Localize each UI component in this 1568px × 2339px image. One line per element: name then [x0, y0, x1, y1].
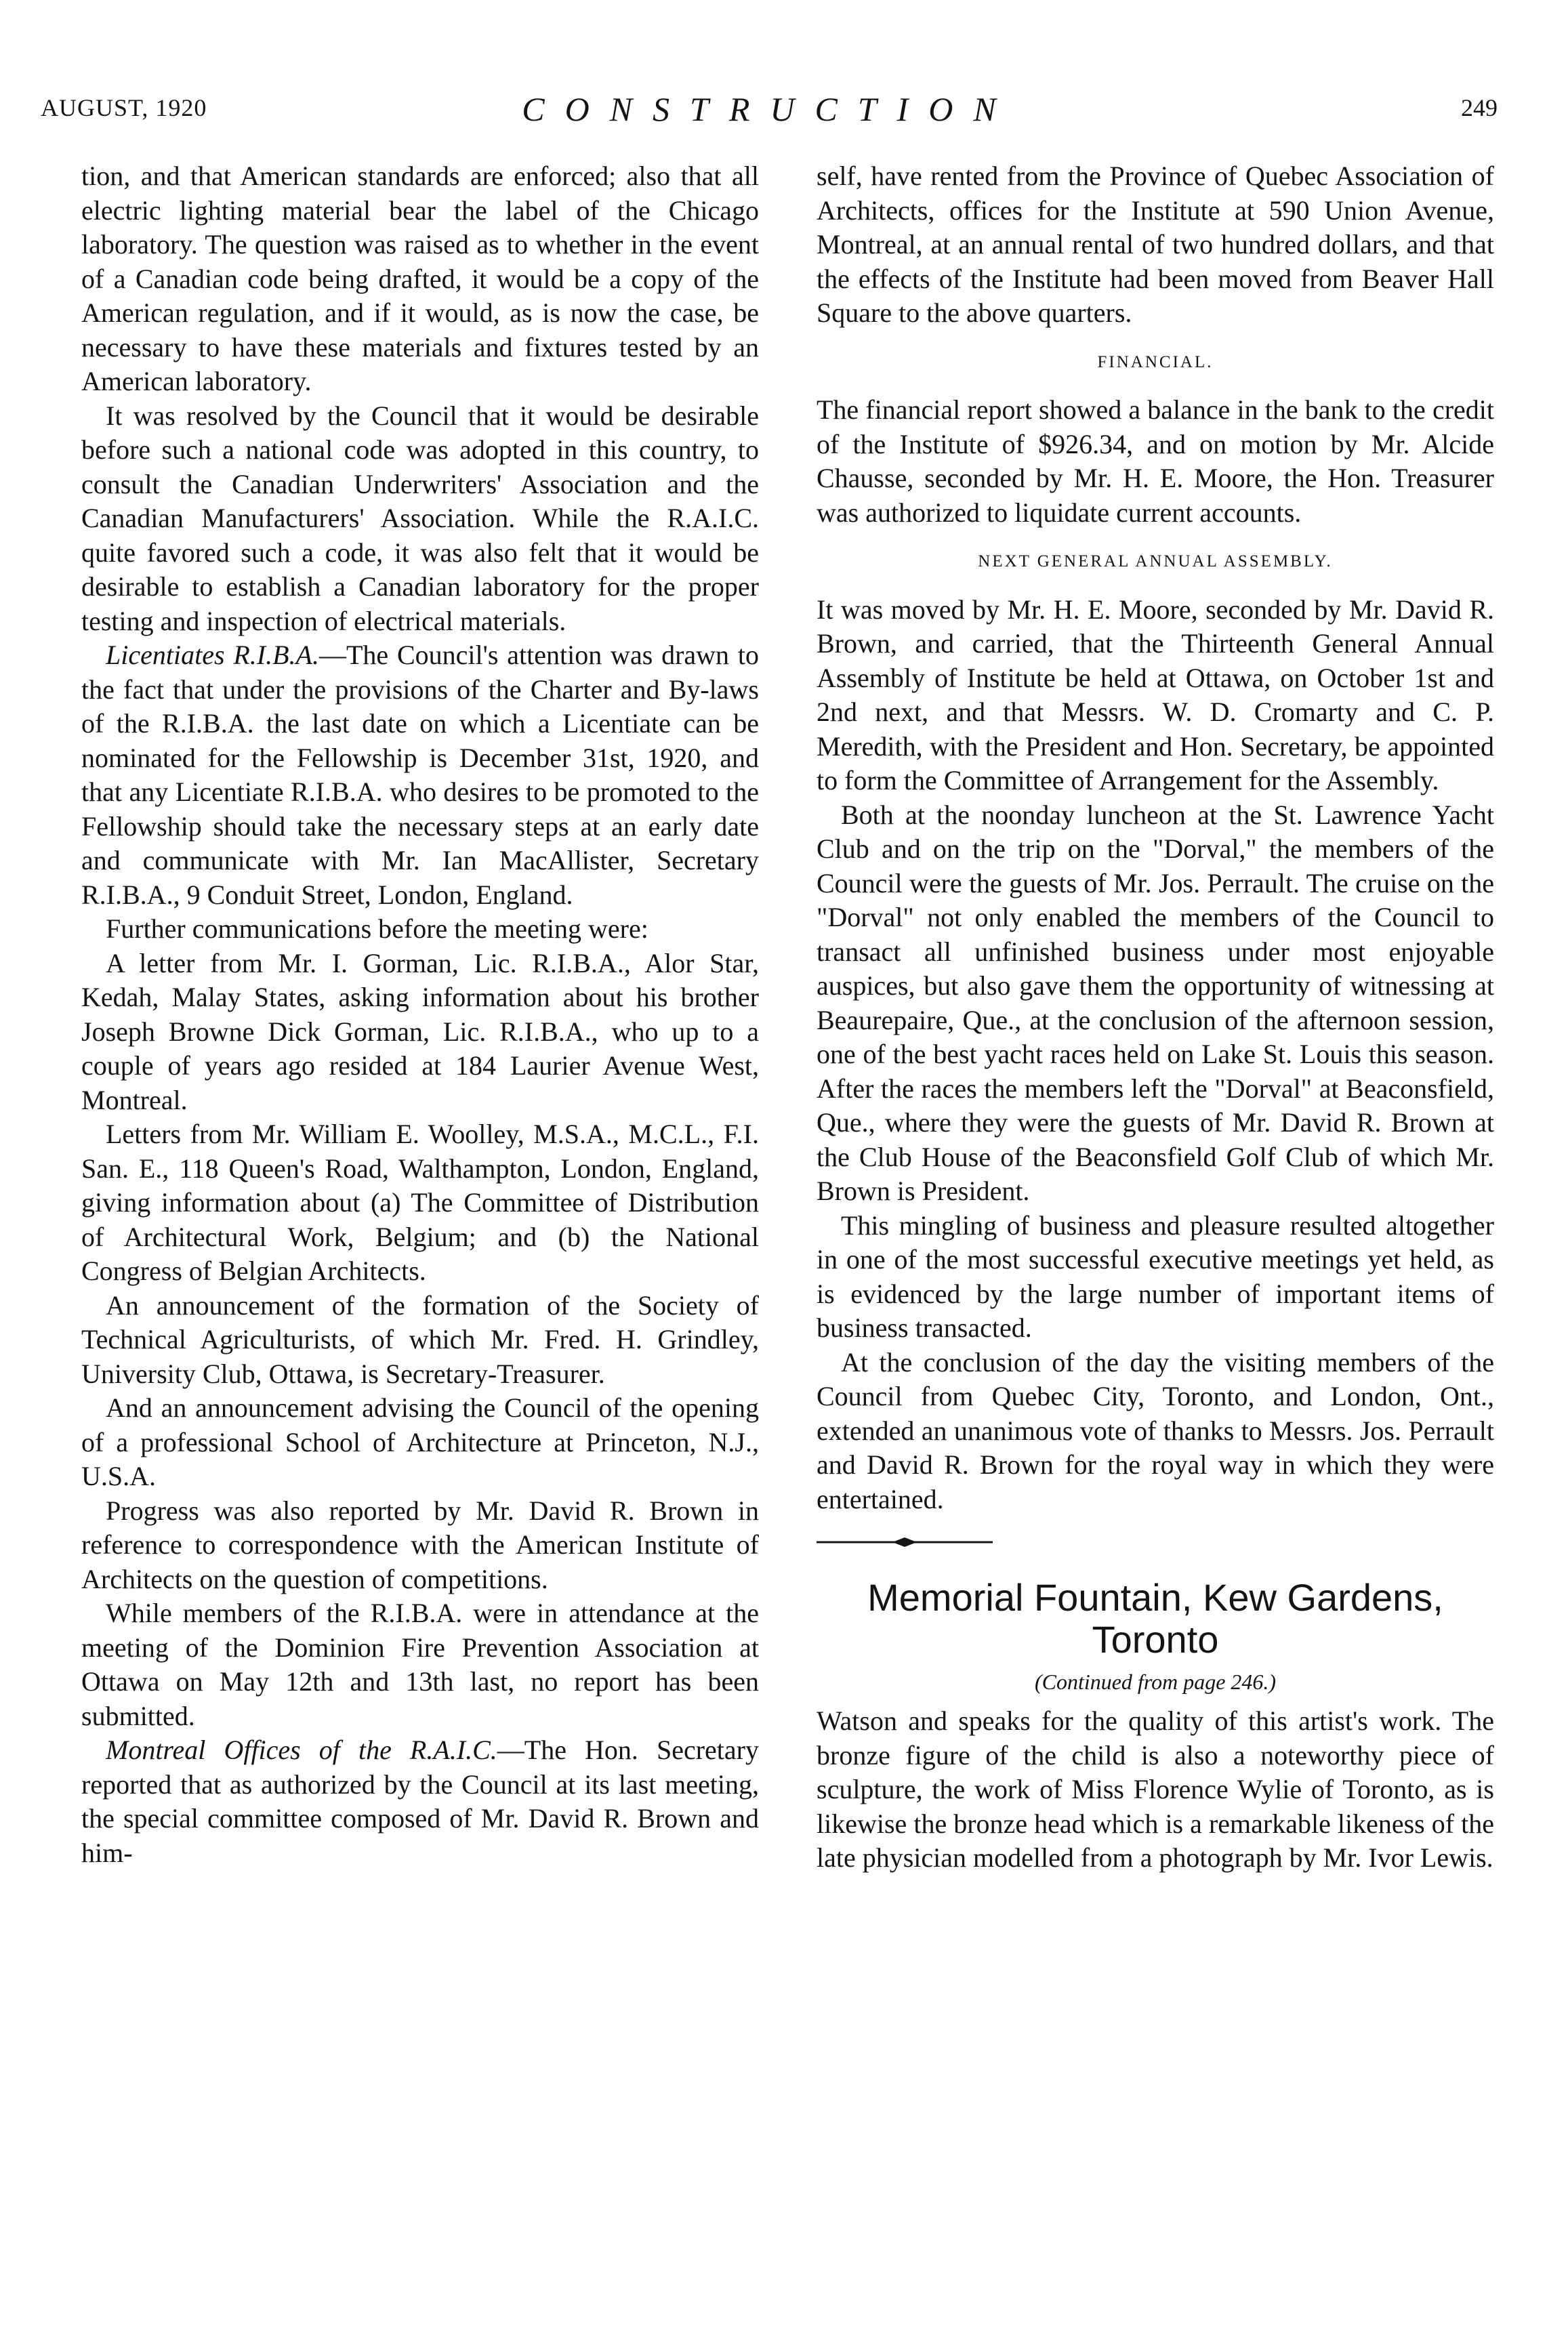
- paragraph: While members of the R.I.B.A. were in attendance at the meeting of the Dominion Fire Prevention Association at Ottawa on May 12th and 13th last, no report has been submitted.: [81, 1598, 759, 1731]
- paragraph: [81, 1733, 759, 1870]
- continuation-note: (Continued from page 246.): [1034, 1669, 1277, 1694]
- run-in-heading: Licentiates R.I.B.A.: [106, 640, 319, 670]
- paragraph: Further communications before the meeting were:: [106, 913, 648, 944]
- page-number: 249: [1461, 94, 1498, 121]
- paragraph: The financial report showed a balance in the bank to the credit of the Institute of $926.34, and on motion by Mr. Alcide Chausse, seconded by Mr. H. E. Moore, the Hon. Treasurer was authorized to liquidate current accounts.: [817, 394, 1494, 528]
- page-header: [41, 90, 1498, 134]
- left-column: [81, 159, 759, 1870]
- paragraph: This mingling of business and pleasure resulted altogether in one of the most successful executive meetings yet held, as is evidenced by the large number of important items of business transacted.: [817, 1209, 1494, 1343]
- paragraph: It was resolved by the Council that it would be desirable before such a national code was adopted in this country, to consult the Canadian Underwriters' Association and the Canadian Manufacturers' Association. While the R.A.I.C. quite favored such a code, it was also felt that it would be desirable to establish a Canadian laboratory for the proper testing and inspection of electrical materials.: [81, 400, 759, 636]
- section-heading-assembly: NEXT GENERAL ANNUAL ASSEMBLY.: [978, 552, 1333, 571]
- paragraph: A letter from Mr. I. Gorman, Lic. R.I.B.A., Alor Star, Kedah, Malay States, asking information about his brother Joseph Browne Dick Gorman, Lic. R.I.B.A., who up to a couple of years ago resided at 184 Laurier Avenue West, Montreal.: [81, 947, 759, 1115]
- paragraph-body: —The Hon. Secretary reported that as authorized by the Council at its last meeting, the special committee composed of Mr. David R. Brown and him-: [81, 1735, 759, 1868]
- right-column: [817, 159, 1494, 1876]
- article-title: [817, 1577, 1494, 1661]
- paragraph: [81, 638, 759, 912]
- paragraph: An announcement of the formation of the Society of Technical Agriculturists, of which Mr. Fred. H. Grindley, University Club, Ottawa, is Secretary-Treasurer.: [81, 1289, 759, 1389]
- issue-date: AUGUST, 1920: [41, 94, 207, 121]
- paragraph: Watson and speaks for the quality of this artist's work. The bronze figure of the child is also a noteworthy piece of sculpture, the work of Miss Florence Wylie of Toronto, as is likewise the bronze head which is a remarkable likeness of the late physician modelled from a photograph by Mr. Ivor Lewis.: [817, 1705, 1494, 1873]
- ornamental-divider: [817, 1535, 993, 1549]
- paragraph: Progress was also reported by Mr. David R. Brown in reference to correspondence with the American Institute of Architects on the question of competitions.: [81, 1495, 759, 1594]
- section-heading-financial: FINANCIAL.: [1097, 352, 1214, 371]
- paragraph: tion, and that American standards are enforced; also that all electric lighting material bear the label of the Chicago laboratory. The question was raised as to whether in the event of a Canadian code being drafted, it would be a copy of the American regulation, and if it would, as is now the case, be necessary to have these materials and fixtures tested by an American laboratory.: [81, 161, 759, 396]
- paragraph: Letters from Mr. William E. Woolley, M.S.A., M.C.L., F.I. San. E., 118 Queen's Road, Walthampton, London, England, giving information about (a) The Committee of Distribution of Architectural Work, Belgium; and (b) the National Congress of Belgian Architects.: [81, 1119, 759, 1286]
- paragraph: It was moved by Mr. H. E. Moore, seconded by Mr. David R. Brown, and carried, that the Thirteenth General Annual Assembly of Institute be held at Ottawa, on October 1st and 2nd next, and that Messrs. W. D. Cromarty and C. P. Meredith, with the President and Hon. Secretary, be appointed to form the Committee of Arrangement for the Assembly.: [817, 594, 1494, 795]
- paragraph-body: —The Council's attention was drawn to the fact that under the provisions of the Charter and By-laws of the R.I.B.A. the last date on which a Licentiate can be nominated for the Fellowship is December 31st, 1920, and that any Licentiate R.I.B.A. who desires to be promoted to the Fellowship should take the necessary steps at an early date and communicate with Mr. Ian MacAllister, Secretary R.I.B.A., 9 Conduit Street, London, England.: [81, 640, 759, 910]
- article-title-line: Toronto: [1092, 1617, 1219, 1661]
- magazine-title: CONSTRUCTION: [522, 90, 1016, 128]
- article-title-line: Memorial Fountain, Kew Gardens,: [867, 1575, 1443, 1619]
- paragraph: At the conclusion of the day the visiting members of the Council from Quebec City, Toronto, and London, Ont., extended an unanimous vote of thanks to Messrs. Jos. Perrault and David R. Brown for the royal way in which they were entertained.: [817, 1346, 1494, 1514]
- paragraph: Both at the noonday luncheon at the St. Lawrence Yacht Club and on the trip on the "Dorval," the members of the Council were the guests of Mr. Jos. Perrault. The cruise on the "Dorval" not only enabled the members of the Council to transact all unfinished business under most enjoyable auspices, but also gave them the opportunity of witnessing at Beaurepaire, Que., at the conclusion of the afternoon session, one of the best yacht races held on Lake St. Louis this season. After the races the members left the "Dorval" at Beaconsfield, Que., where they were the guests of Mr. David R. Brown at the Club House of the Beaconsfield Golf Club of which Mr. Brown is President.: [817, 799, 1494, 1206]
- paragraph: And an announcement advising the Council of the opening of a professional School of Architecture at Princeton, N.J., U.S.A.: [81, 1392, 759, 1491]
- run-in-heading: Montreal Offices of the R.A.I.C.: [106, 1735, 497, 1765]
- paragraph: self, have rented from the Province of Quebec Association of Architects, offices for the Institute at 590 Union Avenue, Montreal, at an annual rental of two hundred dollars, and that the effects of the Institute had been moved from Beaver Hall Square to the above quarters.: [817, 161, 1494, 328]
